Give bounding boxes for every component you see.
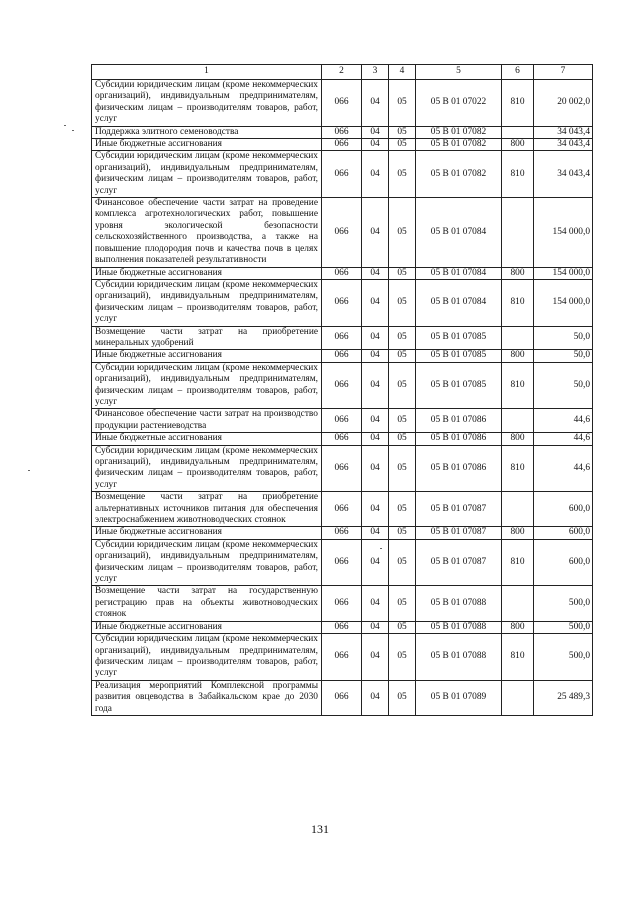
row-target-cell: 05 В 01 07087: [416, 539, 502, 586]
row-amount-cell: 500,0: [534, 621, 593, 633]
row-target-cell: 05 В 01 07088: [416, 634, 502, 681]
row-target-cell: 05 В 01 07085: [416, 350, 502, 362]
row-expense-type-cell: 810: [502, 362, 534, 409]
row-amount-cell: 154 000,0: [534, 279, 593, 326]
row-expense-type-cell: [502, 126, 534, 138]
row-section-cell: 04: [362, 198, 389, 267]
table-row: [92, 539, 593, 586]
header-cell: 2: [322, 65, 362, 80]
row-subsection-cell: 05: [389, 126, 416, 138]
table-body: [92, 80, 593, 716]
row-code-cell: 066: [322, 80, 362, 127]
row-name-cell: Иные бюджетные ассигнования: [92, 139, 322, 151]
row-amount-cell: 500,0: [534, 634, 593, 681]
row-target-cell: 05 В 01 07022: [416, 80, 502, 127]
row-section-cell: 04: [362, 621, 389, 633]
row-expense-type-cell: 800: [502, 527, 534, 539]
row-code-cell: 066: [322, 492, 362, 527]
row-name-cell: Субсидии юридическим лицам (кроме некоммерческих организаций), индивидуальным предпринимателям, физическим лицам – производителям товаров, работ, услуг: [92, 279, 322, 326]
row-expense-type-cell: 810: [502, 80, 534, 127]
row-code-cell: 066: [322, 139, 362, 151]
table-row: [92, 139, 593, 151]
row-section-cell: 04: [362, 80, 389, 127]
row-code-cell: 066: [322, 409, 362, 433]
row-target-cell: 05 В 01 07084: [416, 198, 502, 267]
row-name-cell: Иные бюджетные ассигнования: [92, 621, 322, 633]
row-amount-cell: 154 000,0: [534, 267, 593, 279]
row-name-cell: Субсидии юридическим лицам (кроме некоммерческих организаций), индивидуальным предпринимателям, физическим лицам – производителям товаров, работ, услуг: [92, 634, 322, 681]
row-name-cell: Субсидии юридическим лицам (кроме некоммерческих организаций), индивидуальным предпринимателям, физическим лицам – производителям товаров, работ, услуг: [92, 539, 322, 586]
row-subsection-cell: 05: [389, 267, 416, 279]
row-section-cell: 04: [362, 326, 389, 350]
row-name-cell: Поддержка элитного семеноводства: [92, 126, 322, 138]
row-amount-cell: 20 002,0: [534, 80, 593, 127]
row-subsection-cell: 05: [389, 80, 416, 127]
row-code-cell: 066: [322, 586, 362, 621]
row-amount-cell: 50,0: [534, 362, 593, 409]
table-row: [92, 362, 593, 409]
row-section-cell: 04: [362, 362, 389, 409]
row-section-cell: 04: [362, 433, 389, 445]
row-section-cell: 04: [362, 539, 389, 586]
row-target-cell: 05 В 01 07082: [416, 151, 502, 198]
table-row: [92, 126, 593, 138]
row-expense-type-cell: [502, 586, 534, 621]
row-name-cell: Возмещение части затрат на государственную регистрацию прав на объекты животноводческих стоянок: [92, 586, 322, 621]
row-subsection-cell: 05: [389, 151, 416, 198]
row-expense-type-cell: [502, 680, 534, 715]
row-code-cell: 066: [322, 279, 362, 326]
row-target-cell: 05 В 01 07084: [416, 279, 502, 326]
scan-speck: [72, 130, 74, 131]
row-amount-cell: 600,0: [534, 539, 593, 586]
row-name-cell: Субсидии юридическим лицам (кроме некоммерческих организаций), индивидуальным предпринимателям, физическим лицам – производителям товаров, работ, услуг: [92, 80, 322, 127]
row-subsection-cell: 05: [389, 445, 416, 492]
row-section-cell: 04: [362, 680, 389, 715]
row-section-cell: 04: [362, 279, 389, 326]
row-code-cell: 066: [322, 198, 362, 267]
table-row: [92, 326, 593, 350]
row-target-cell: 05 В 01 07085: [416, 362, 502, 409]
row-expense-type-cell: 810: [502, 539, 534, 586]
row-name-cell: Иные бюджетные ассигнования: [92, 433, 322, 445]
table-row: [92, 151, 593, 198]
row-section-cell: 04: [362, 126, 389, 138]
row-subsection-cell: 05: [389, 634, 416, 681]
table-row: [92, 621, 593, 633]
row-amount-cell: 44,6: [534, 445, 593, 492]
row-code-cell: 066: [322, 527, 362, 539]
row-section-cell: 04: [362, 350, 389, 362]
row-amount-cell: 44,6: [534, 433, 593, 445]
row-subsection-cell: 05: [389, 492, 416, 527]
row-section-cell: 04: [362, 527, 389, 539]
row-target-cell: 05 В 01 07086: [416, 445, 502, 492]
table-row: [92, 267, 593, 279]
row-subsection-cell: 05: [389, 539, 416, 586]
row-amount-cell: 154 000,0: [534, 198, 593, 267]
row-subsection-cell: 05: [389, 198, 416, 267]
header-cell: 7: [534, 65, 593, 80]
row-subsection-cell: 05: [389, 433, 416, 445]
row-amount-cell: 50,0: [534, 326, 593, 350]
row-section-cell: 04: [362, 267, 389, 279]
row-code-cell: 066: [322, 267, 362, 279]
row-subsection-cell: 05: [389, 326, 416, 350]
row-code-cell: 066: [322, 539, 362, 586]
row-expense-type-cell: 800: [502, 621, 534, 633]
row-code-cell: 066: [322, 680, 362, 715]
table-row: [92, 279, 593, 326]
table-header-row: [92, 65, 593, 80]
row-target-cell: 05 В 01 07082: [416, 126, 502, 138]
row-expense-type-cell: 810: [502, 279, 534, 326]
header-cell: 1: [92, 65, 322, 80]
row-subsection-cell: 05: [389, 350, 416, 362]
row-expense-type-cell: 810: [502, 445, 534, 492]
row-code-cell: 066: [322, 634, 362, 681]
row-expense-type-cell: 800: [502, 350, 534, 362]
row-expense-type-cell: 800: [502, 433, 534, 445]
row-target-cell: 05 В 01 07086: [416, 433, 502, 445]
table-row: [92, 409, 593, 433]
row-section-cell: 04: [362, 139, 389, 151]
row-subsection-cell: 05: [389, 621, 416, 633]
row-target-cell: 05 В 01 07082: [416, 139, 502, 151]
row-expense-type-cell: 800: [502, 139, 534, 151]
header-cell: 5: [416, 65, 502, 80]
header-cell: 6: [502, 65, 534, 80]
table-row: [92, 634, 593, 681]
header-cell: 3: [362, 65, 389, 80]
row-code-cell: 066: [322, 151, 362, 198]
row-name-cell: Иные бюджетные ассигнования: [92, 267, 322, 279]
row-name-cell: Возмещение части затрат на приобретение альтернативных источников питания для обеспечения электроснабжением животноводческих стоянок: [92, 492, 322, 527]
row-amount-cell: 44,6: [534, 409, 593, 433]
row-subsection-cell: 05: [389, 139, 416, 151]
row-expense-type-cell: 800: [502, 267, 534, 279]
row-subsection-cell: 05: [389, 527, 416, 539]
row-amount-cell: 50,0: [534, 350, 593, 362]
table-row: [92, 445, 593, 492]
row-name-cell: Субсидии юридическим лицам (кроме некоммерческих организаций), индивидуальным предпринимателям, физическим лицам – производителям товаров, работ, услуг: [92, 362, 322, 409]
table-row: [92, 527, 593, 539]
row-code-cell: 066: [322, 362, 362, 409]
table-row: [92, 680, 593, 715]
row-amount-cell: 34 043,4: [534, 126, 593, 138]
table-row: [92, 198, 593, 267]
row-section-cell: 04: [362, 151, 389, 198]
row-section-cell: 04: [362, 634, 389, 681]
row-target-cell: 05 В 01 07088: [416, 586, 502, 621]
row-subsection-cell: 05: [389, 279, 416, 326]
row-code-cell: 066: [322, 433, 362, 445]
row-name-cell: Реализация мероприятий Комплексной программы развития овцеводства в Забайкальском крае до 2030 года: [92, 680, 322, 715]
row-subsection-cell: 05: [389, 680, 416, 715]
row-expense-type-cell: [502, 409, 534, 433]
row-expense-type-cell: [502, 492, 534, 527]
scan-speck: [28, 470, 30, 471]
table-row: [92, 350, 593, 362]
row-target-cell: 05 В 01 07089: [416, 680, 502, 715]
row-section-cell: 04: [362, 409, 389, 433]
row-code-cell: 066: [322, 126, 362, 138]
row-amount-cell: 500,0: [534, 586, 593, 621]
scan-speck: [64, 125, 66, 126]
row-name-cell: Возмещение части затрат на приобретение минеральных удобрений: [92, 326, 322, 350]
row-code-cell: 066: [322, 326, 362, 350]
table-row: [92, 492, 593, 527]
row-expense-type-cell: [502, 326, 534, 350]
page-number: 131: [311, 822, 329, 836]
table-row: [92, 433, 593, 445]
row-code-cell: 066: [322, 445, 362, 492]
row-name-cell: Финансовое обеспечение части затрат на производство продукции растениеводства: [92, 409, 322, 433]
row-target-cell: 05 В 01 07087: [416, 527, 502, 539]
row-expense-type-cell: 810: [502, 151, 534, 198]
row-section-cell: 04: [362, 445, 389, 492]
row-code-cell: 066: [322, 350, 362, 362]
row-amount-cell: 600,0: [534, 492, 593, 527]
scan-speck: [380, 548, 382, 549]
row-subsection-cell: 05: [389, 586, 416, 621]
row-target-cell: 05 В 01 07087: [416, 492, 502, 527]
row-target-cell: 05 В 01 07084: [416, 267, 502, 279]
row-amount-cell: 34 043,4: [534, 139, 593, 151]
row-target-cell: 05 В 01 07088: [416, 621, 502, 633]
row-name-cell: Иные бюджетные ассигнования: [92, 350, 322, 362]
row-code-cell: 066: [322, 621, 362, 633]
header-cell: 4: [389, 65, 416, 80]
row-expense-type-cell: 810: [502, 634, 534, 681]
table-row: [92, 80, 593, 127]
row-name-cell: Субсидии юридическим лицам (кроме некоммерческих организаций), индивидуальным предпринимателям, физическим лицам – производителям товаров, работ, услуг: [92, 445, 322, 492]
row-name-cell: Финансовое обеспечение части затрат на проведение комплекса агротехнологических работ, повышение уровня экологической безопасности сельскохозяйственного производства, а также на повышение плодородия почв и качества почв в целях выполнения показателей результативности: [92, 198, 322, 267]
row-amount-cell: 34 043,4: [534, 151, 593, 198]
row-amount-cell: 600,0: [534, 527, 593, 539]
row-subsection-cell: 05: [389, 409, 416, 433]
row-name-cell: Иные бюджетные ассигнования: [92, 527, 322, 539]
row-section-cell: 04: [362, 492, 389, 527]
row-section-cell: 04: [362, 586, 389, 621]
table-row: [92, 586, 593, 621]
row-amount-cell: 25 489,3: [534, 680, 593, 715]
row-target-cell: 05 В 01 07085: [416, 326, 502, 350]
row-name-cell: Субсидии юридическим лицам (кроме некоммерческих организаций), индивидуальным предпринимателям, физическим лицам – производителям товаров, работ, услуг: [92, 151, 322, 198]
row-subsection-cell: 05: [389, 362, 416, 409]
budget-table: [91, 64, 593, 716]
row-expense-type-cell: [502, 198, 534, 267]
row-target-cell: 05 В 01 07086: [416, 409, 502, 433]
